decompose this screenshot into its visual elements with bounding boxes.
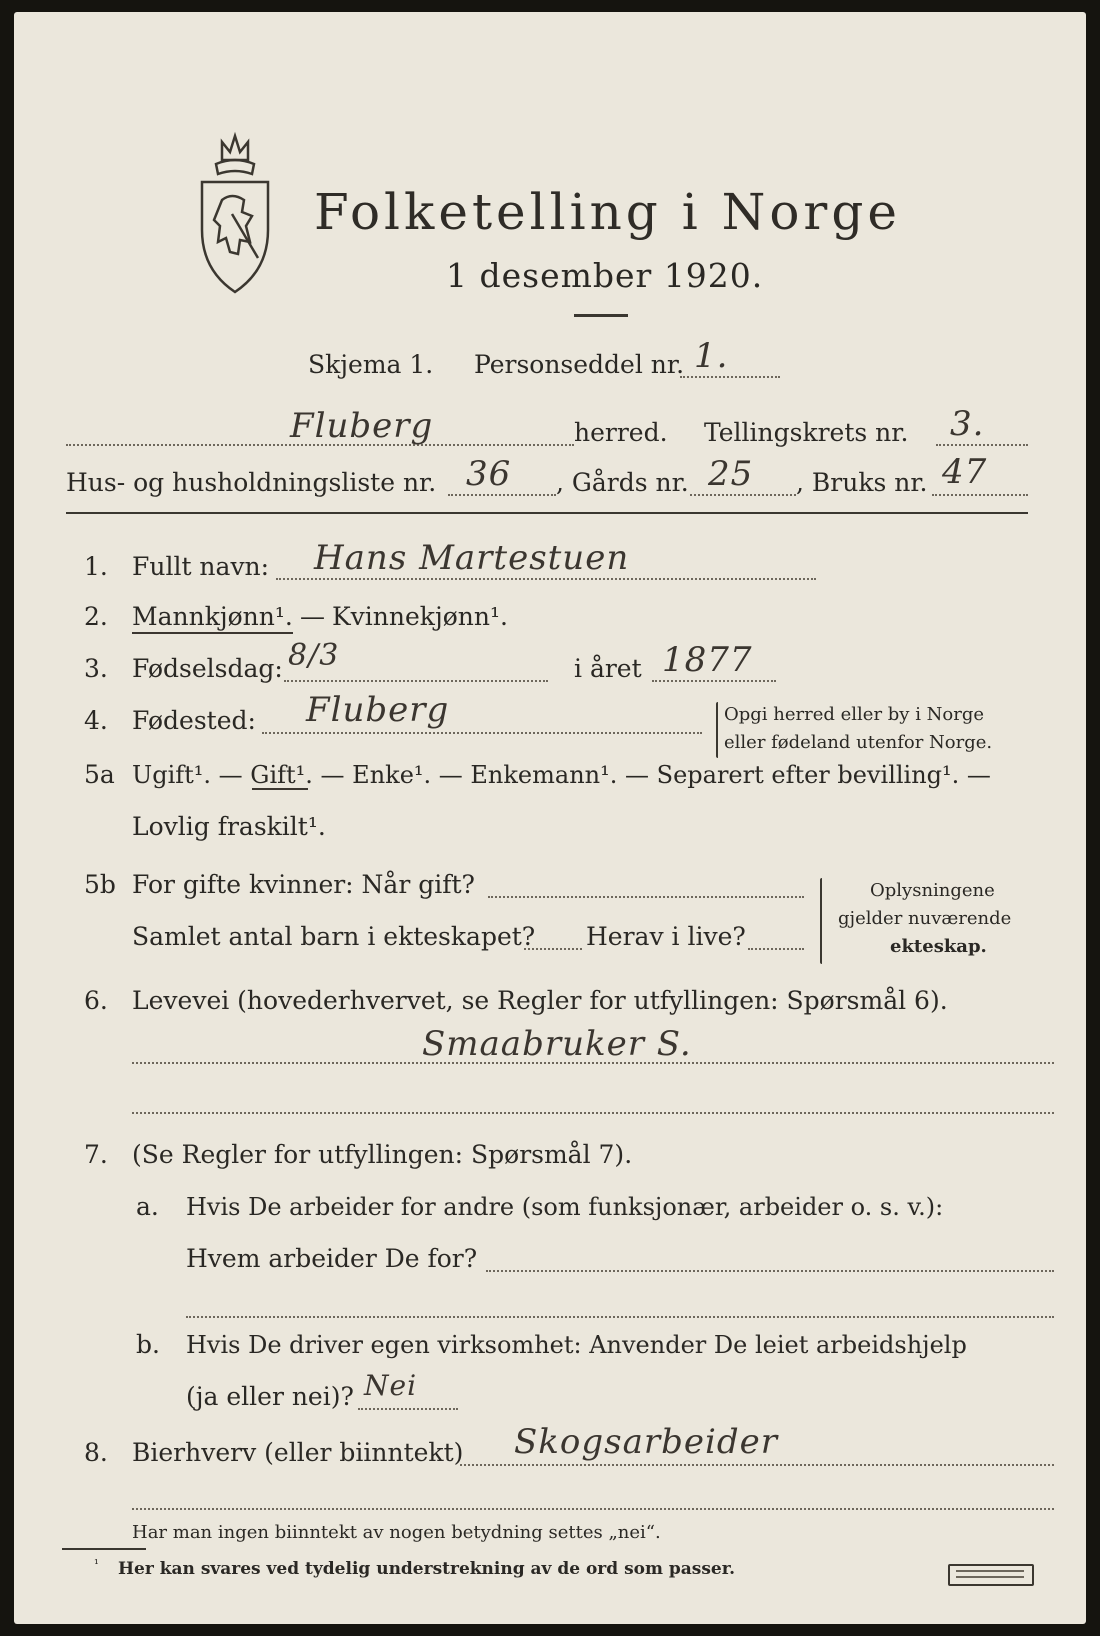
census-date: 1 desember 1920. bbox=[446, 256, 764, 295]
q5b-note-line2: gjelder nuværende bbox=[838, 908, 1012, 929]
q5b-line2a: Samlet antal barn i ekteskapet? bbox=[132, 922, 536, 951]
tellingskrets-value: 3. bbox=[950, 404, 985, 444]
biinntekt-note: Har man ingen biinntekt av nogen betydning settes „nei“. bbox=[132, 1522, 661, 1543]
q7a-line2: Hvem arbeider De for? bbox=[186, 1244, 478, 1273]
q5b-line2b: Herav i live? bbox=[586, 922, 746, 951]
q3-birthday-value: 8/3 bbox=[288, 638, 340, 673]
gift-underline bbox=[252, 788, 308, 790]
footnote-rule bbox=[62, 1548, 146, 1550]
q2-number: 2. bbox=[84, 602, 108, 631]
q7a-line1: Hvis De arbeider for andre (som funksjonær, arbeider o. s. v.): bbox=[186, 1193, 944, 1221]
q5a-number: 5a bbox=[84, 760, 115, 789]
q4-number: 4. bbox=[84, 706, 108, 735]
bruks-value: 47 bbox=[942, 452, 988, 492]
q1-label: Fullt navn: bbox=[132, 552, 270, 581]
q7b-value: Nei bbox=[364, 1369, 418, 1402]
q8-number: 8. bbox=[84, 1438, 108, 1467]
q3-label: Fødselsdag: bbox=[132, 654, 283, 683]
form-title: Folketelling i Norge bbox=[314, 183, 901, 241]
header-rule bbox=[66, 512, 1028, 514]
q3-number: 3. bbox=[84, 654, 108, 683]
q2-female-option: Kvinnekjønn¹. bbox=[332, 602, 508, 631]
census-form bbox=[14, 12, 1086, 1624]
personseddel-value: 1. bbox=[694, 336, 729, 376]
q3-year-label: i året bbox=[574, 654, 642, 683]
q5b-note-line1: Oplysningene bbox=[870, 880, 995, 901]
footnote-text: Her kan svares ved tydelig understrekning av de ord som passer. bbox=[118, 1559, 736, 1579]
q2-separator: — bbox=[300, 602, 325, 631]
q5a-line2: Lovlig fraskilt¹. bbox=[132, 812, 326, 841]
gards-value: 25 bbox=[708, 454, 754, 494]
printer-stamp bbox=[948, 1564, 1034, 1586]
title-divider bbox=[574, 314, 628, 317]
q5b-line1: For gifte kvinner: Når gift? bbox=[132, 870, 475, 899]
q8-label: Bierhverv (eller biinntekt) bbox=[132, 1438, 464, 1467]
q2-male-option: Mannkjønn¹. bbox=[132, 602, 293, 634]
herred-value: Fluberg bbox=[290, 406, 434, 446]
q1-number: 1. bbox=[84, 552, 108, 581]
q5b-note-line3: ekteskap. bbox=[890, 936, 987, 957]
q7b-line2: (ja eller nei)? bbox=[186, 1382, 354, 1411]
q6-number: 6. bbox=[84, 986, 108, 1015]
q8-value: Skogsarbeider bbox=[514, 1422, 778, 1462]
q6-value: Smaabruker S. bbox=[422, 1024, 692, 1064]
q7-number: 7. bbox=[84, 1140, 108, 1169]
gards-label: , Gårds nr. bbox=[556, 468, 689, 497]
q4-label: Fødested: bbox=[132, 706, 256, 735]
q4-note-line1: Opgi herred eller by i Norge bbox=[724, 704, 985, 725]
q7a-letter: a. bbox=[136, 1192, 159, 1221]
q6-label: Levevei (hovederhvervet, se Regler for utfyllingen: Spørsmål 6). bbox=[132, 986, 948, 1015]
liste-label: Hus- og husholdningsliste nr. bbox=[66, 468, 437, 497]
q5a-options: Ugift¹. — Gift¹. — Enke¹. — Enkemann¹. — Separert efter bevilling¹. — bbox=[132, 761, 991, 789]
herred-label: herred. bbox=[574, 418, 668, 447]
q4-value: Fluberg bbox=[306, 690, 450, 730]
q7-label: (Se Regler for utfyllingen: Spørsmål 7). bbox=[132, 1140, 633, 1169]
q5b-number: 5b bbox=[84, 870, 116, 899]
bruks-label: , Bruks nr. bbox=[796, 468, 928, 497]
q3-year-value: 1877 bbox=[662, 640, 753, 680]
tellingskrets-label: Tellingskrets nr. bbox=[704, 418, 909, 447]
q1-value: Hans Martestuen bbox=[314, 538, 630, 578]
q4-note-line2: eller fødeland utenfor Norge. bbox=[724, 732, 993, 753]
footnote-marker: ¹ bbox=[94, 1557, 99, 1571]
skjema-label: Skjema 1. bbox=[308, 350, 434, 379]
q7b-line1: Hvis De driver egen virksomhet: Anvender De leiet arbeidshjelp bbox=[186, 1331, 967, 1359]
liste-value: 36 bbox=[466, 454, 512, 494]
q7b-letter: b. bbox=[136, 1330, 160, 1359]
coat-of-arms-icon bbox=[192, 130, 278, 300]
personseddel-label: Personseddel nr. bbox=[474, 350, 685, 379]
